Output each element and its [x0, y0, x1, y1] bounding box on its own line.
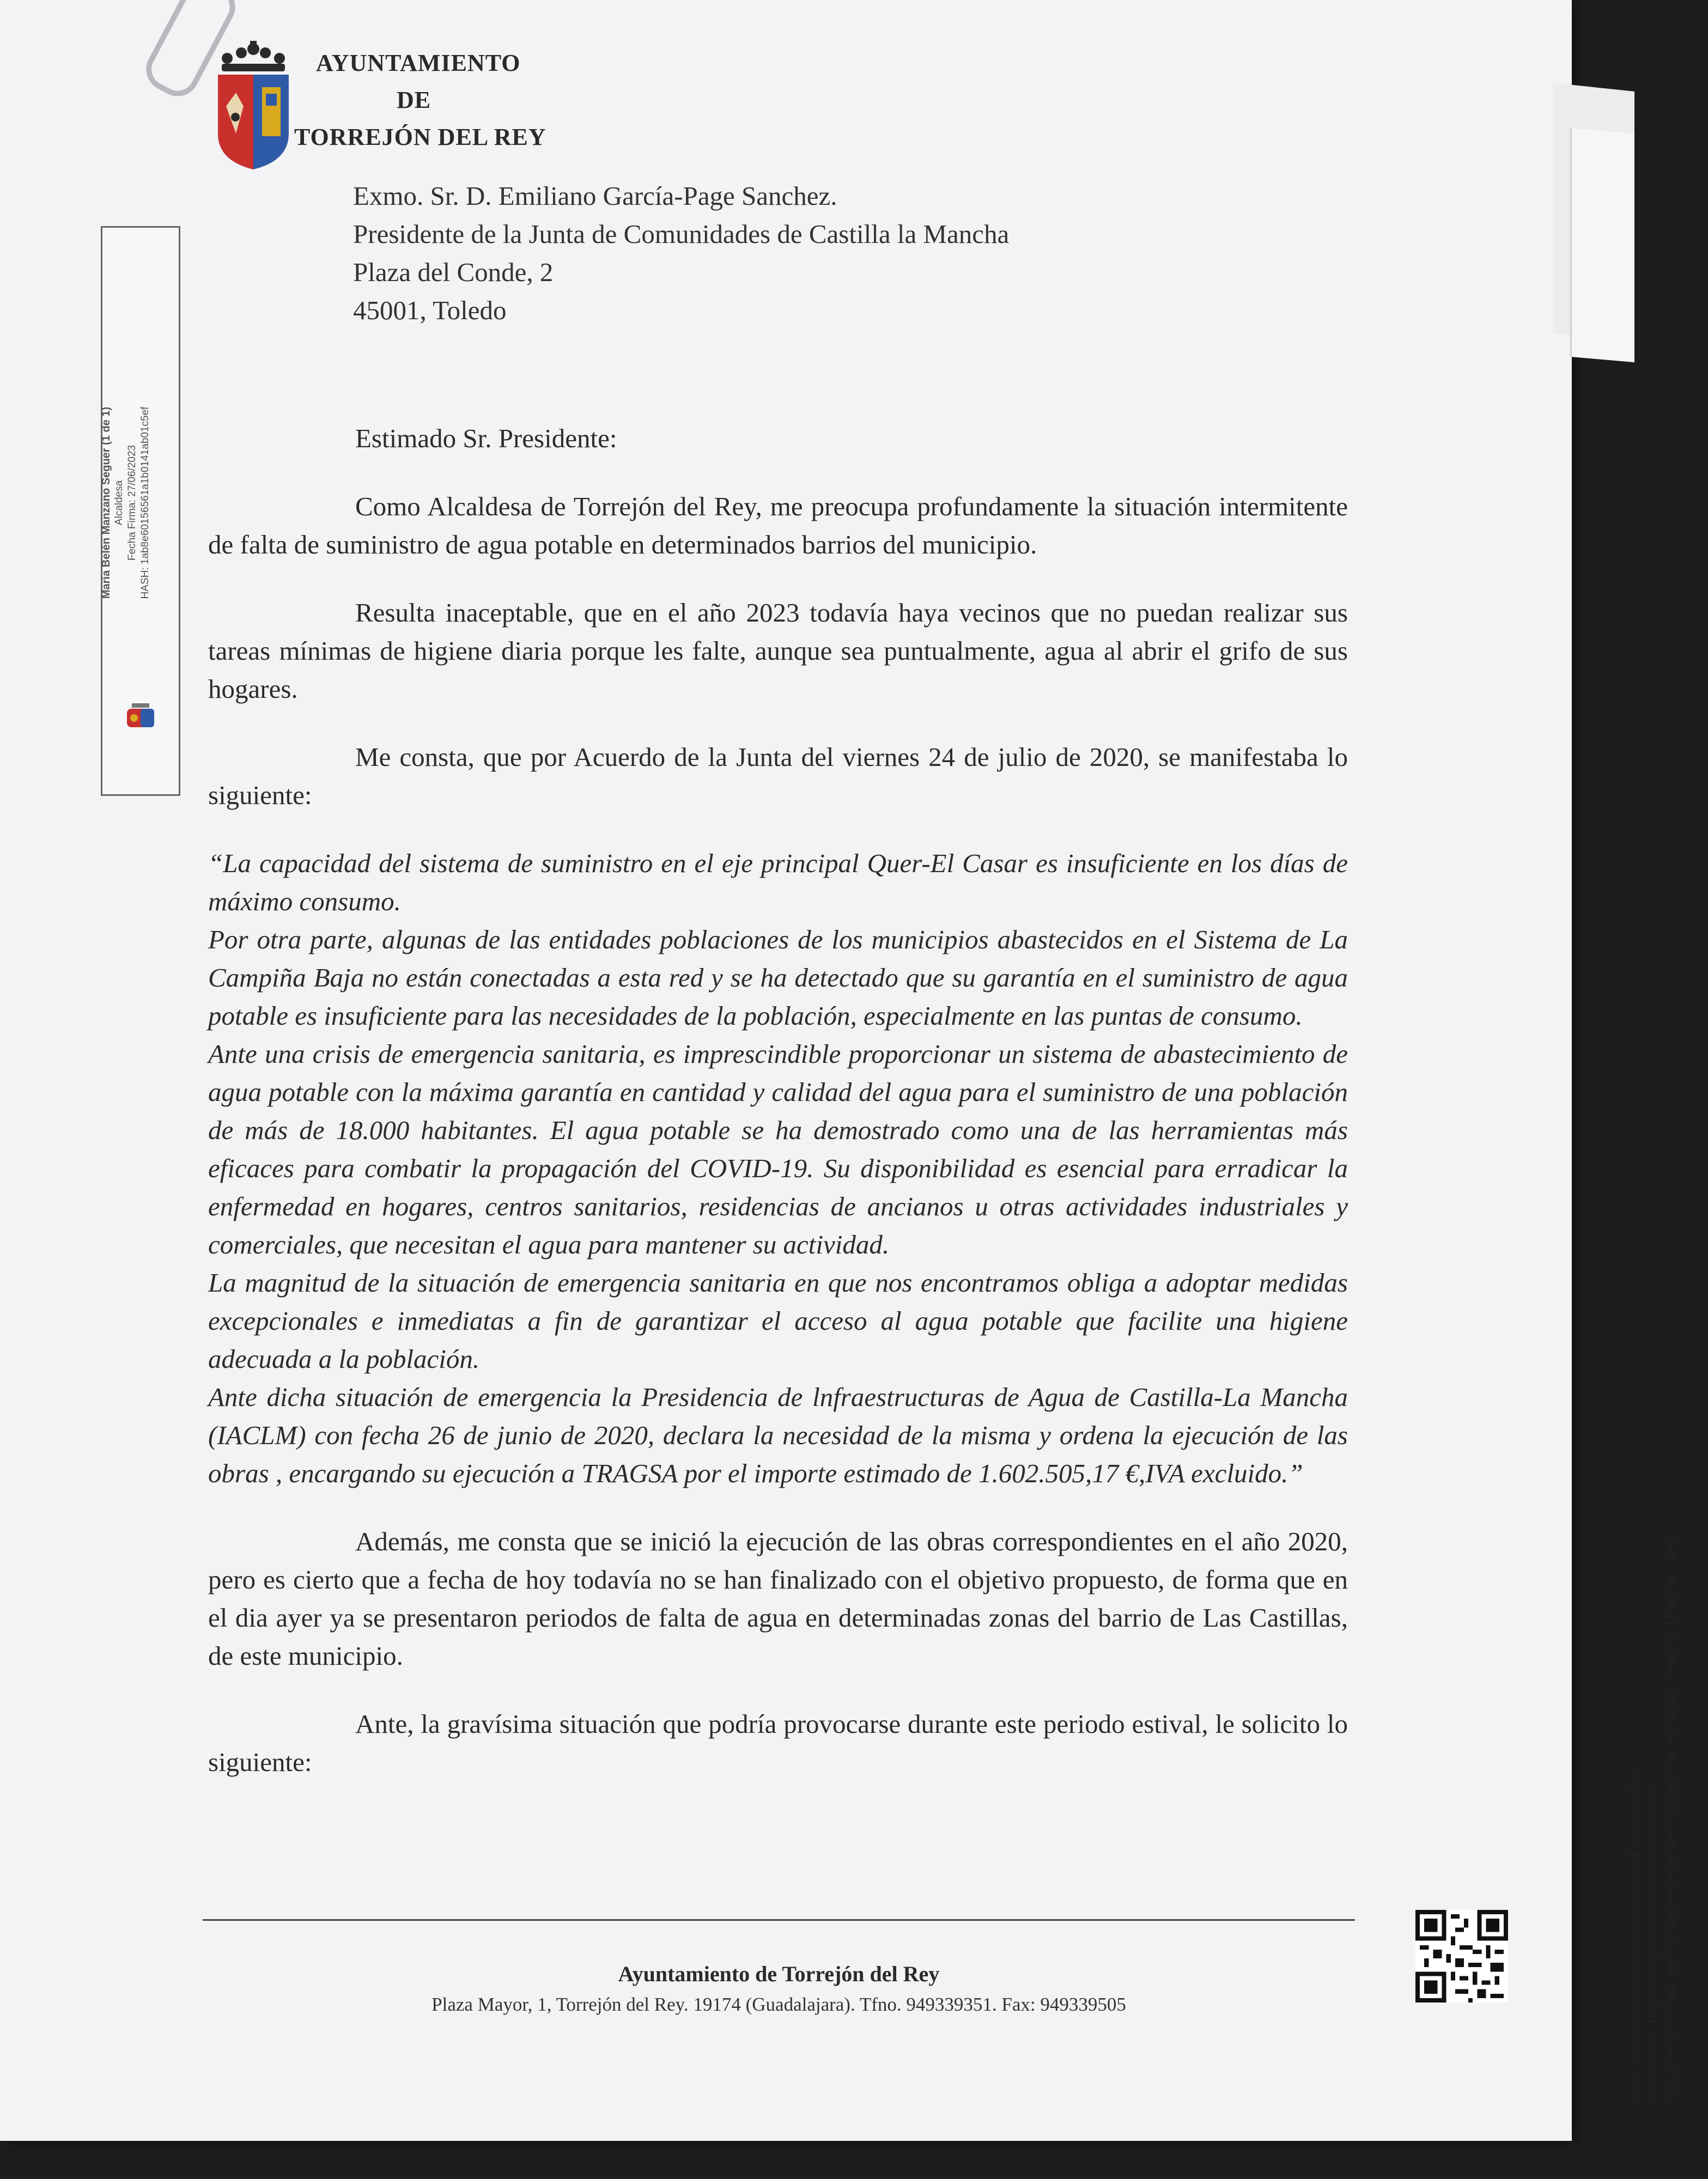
- verification-info: [1626, 1261, 1708, 2100]
- signature-stamp: [101, 226, 180, 796]
- quote-paragraph: Ante dicha situación de emergencia la Presidencia de lnfraestructuras de Agua de Castilla-La Mancha (IACLM) con fecha 26 de junio de 2020, declara la necesidad de la misma y ordena la ejecución de las obras , encargando su ejecución a TRAGSA por el importe estimado de 1.602.505,17 €,IVA excluido.”: [208, 1382, 1348, 1488]
- quote-paragraph: “La capacidad del sistema de suministro en el eje principal Quer-El Casar es insuficiente en los días de máximo consumo.: [208, 848, 1348, 916]
- letterhead-line-1: AYUNTAMIENTO: [316, 50, 521, 76]
- signer-name: María Belén Manzano Seguer (1 de 1): [100, 406, 112, 599]
- letterhead-line-3: TORREJÓN DEL REY: [294, 124, 546, 150]
- coat-of-arms-icon: [210, 41, 297, 172]
- quoted-agreement: [208, 844, 1348, 1493]
- qr-code-icon: [1415, 1910, 1508, 2003]
- letterhead-title: [294, 45, 550, 156]
- quote-paragraph: Por otra parte, algunas de las entidades poblaciones de los municipios abastecidos en el Sistema de La Campiña Baja no están conectadas a esta red y se ha detectado que su garantía en el suministro de agua potable es insuficiente para las necesidades de la población, especialmente en las puntas de consumo.: [208, 924, 1348, 1031]
- quote-paragraph: La magnitud de la situación de emergencia sanitaria en que nos encontramos obliga a adoptar medidas excepcionales e inmediatas a fin de garantizar el acceso al agua potable que facilite una higiene adecuada a la población.: [208, 1268, 1348, 1374]
- recipient-line: Presidente de la Junta de Comunidades de Castilla la Mancha: [353, 219, 1010, 249]
- paragraph: Además, me consta que se inició la ejecución de las obras correspondientes en el año 2020, pero es cierto que a fecha de hoy todavía no se han finalizado con el objetivo propuesto, de forma que en el dia ayer ya se presentaron periodos de falta de agua en determinadas zonas del barrio de Las Castillas, de este municipio.: [208, 1526, 1348, 1671]
- validation-code: Cód. Validación: 55FMS74TJAMEEMK3EHERSLCCM: [1627, 1772, 1643, 2100]
- signature-stamp-text: [100, 230, 181, 775]
- footer-organization: Ayuntamiento de Torrejón del Rey: [618, 1962, 940, 1986]
- letter-body: [208, 419, 1348, 1781]
- recipient-line: Plaza del Conde, 2: [353, 257, 554, 287]
- paragraph: Como Alcaldesa de Torrejón del Rey, me preocupa profundamente la situación intermitente de falta de suministro de agua potable en determinados barrios del municipio.: [208, 491, 1348, 559]
- underlying-sheet: [1570, 128, 1634, 362]
- footer-divider: [203, 1919, 1355, 1921]
- stamp-logo-icon: [124, 699, 157, 737]
- recipient-address: [353, 177, 1279, 330]
- footer-address: Plaza Mayor, 1, Torrejón del Rey. 19174 (Guadalajara). Tfno. 949339351. Fax: 949339505: [431, 1994, 1126, 2015]
- signature-date: Fecha Firma: 27/06/2023: [126, 445, 138, 561]
- letterhead-line-2: DE: [397, 87, 431, 113]
- paragraph: Ante, la gravísima situación que podría provocarse durante este periodo estival, le solicito lo siguiente:: [208, 1709, 1348, 1777]
- signature-platform-note: Documento firmado electrónicamente desde la plataforma esPublico Gestiona | Página 1 de 2: [1663, 1533, 1679, 2100]
- recipient-line: Exmo. Sr. D. Emiliano García-Page Sanchez.: [353, 181, 837, 211]
- quote-paragraph: Ante una crisis de emergencia sanitaria, es imprescindible proporcionar un sistema de abastecimiento de agua potable con la máxima garantía en cantidad y calidad del agua para el suministro de una población de más de 18.000 habitantes. El agua potable se ha demostrado como una de las herramientas más eficaces para combatir la propagación del COVID-19. Su disponibilidad es esencial para erradicar la enfermedad en hogares, centros sanitarios, residencias de ancianos u otras actividades industriales y comerciales, que necesitan el agua para mantener su actividad.: [208, 1039, 1348, 1259]
- paragraph: Me consta, que por Acuerdo de la Junta del viernes 24 de julio de 2020, se manifestaba lo siguiente:: [208, 742, 1348, 810]
- verification-url: Verificación: https://torrejondelrey.sedelectronica.es/: [1645, 1786, 1661, 2100]
- recipient-line: 45001, Toledo: [353, 295, 507, 325]
- paragraph: Resulta inaceptable, que en el año 2023 todavía haya vecinos que no puedan realizar sus tareas mínimas de higiene diaria porque les falte, aunque sea puntualmente, agua al abrir el grifo de sus hogares.: [208, 598, 1348, 704]
- salutation: Estimado Sr. Presidente:: [355, 423, 617, 453]
- signer-role: Alcaldesa: [113, 480, 125, 526]
- signature-hash: HASH: 1ab8e60156561a1b0141ab01c5ef: [139, 406, 151, 599]
